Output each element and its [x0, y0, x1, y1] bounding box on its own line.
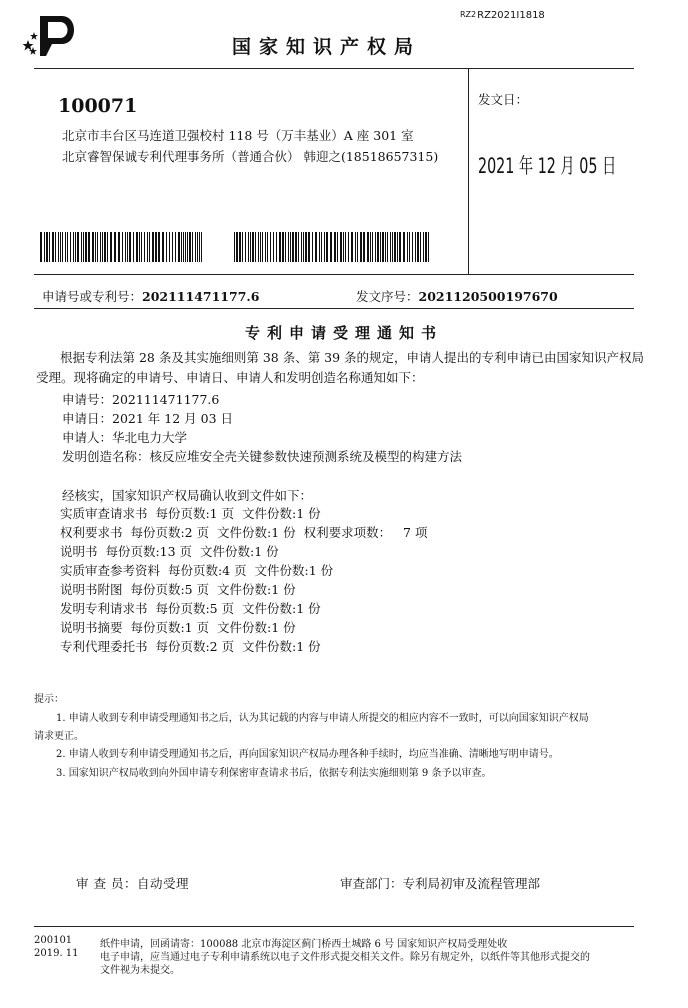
document-item: 说明书摘要 每份页数:1 页 文件份数:1 份 [60, 620, 296, 635]
barcode [40, 232, 202, 262]
barcode [234, 232, 430, 262]
sequence-number-label: 发文序号： [356, 289, 419, 304]
form-date: 2019. 11 [34, 948, 79, 959]
intro-line: 受理。现将确定的申请号、申请日、申请人和发明创造名称通知如下： [36, 370, 424, 385]
office-title: 国家知识产权局 [232, 36, 422, 58]
sequence-number: 2021120500197670 [418, 289, 558, 304]
postcode: 100071 [58, 95, 138, 117]
tips-title: 提示： [34, 694, 64, 705]
address-box-divider [468, 68, 469, 274]
footer-rule [34, 926, 634, 927]
review-department: 审查部门：专利局初审及流程管理部 [340, 876, 541, 891]
document-item: 实质审查参考资料 每份页数:4 页 文件份数:1 份 [60, 563, 334, 578]
application-number: 202111471177.6 [142, 289, 260, 304]
intro-paragraph [36, 348, 660, 388]
tip-item: 3. 国家知识产权局收到向外国申请专利保密审查请求书后，依据专利法实施细则第 9 条予以审查。 [56, 768, 492, 779]
document-item: 专利代理委托书 每份页数:2 页 文件份数:1 份 [60, 639, 321, 654]
received-intro: 经核实，国家知识产权局确认收到文件如下： [62, 488, 313, 503]
field-applicant: 申请人：华北电力大学 [62, 430, 188, 445]
recipient-address: 北京市丰台区马连道卫强校村 118 号（万丰基业）A 座 301 室 [62, 128, 414, 143]
application-number-label: 申请号或专利号： [42, 289, 143, 304]
address-box-bottom-rule [34, 274, 634, 275]
recipient-agency: 北京睿智保诚专利代理事务所（普通合伙） 韩迎之(18518657315) [62, 149, 439, 164]
document-code [460, 10, 545, 21]
document-item: 说明书 每份页数:13 页 文件份数:1 份 [60, 544, 279, 559]
send-date-label: 发文日： [478, 92, 529, 107]
document-code-value: RZ2021I1818 [477, 10, 545, 21]
tip-item: 请求更正。 [34, 731, 84, 742]
field-application-number: 申请号：202111471177.6 [62, 392, 220, 407]
send-date: 2021 年 12 月 05 日 [478, 154, 617, 178]
cnipa-logo [22, 14, 78, 58]
tip-item: 1. 申请人收到专利申请受理通知书之后，认为其记载的内容与申请人所提交的相应内容不一致时，可以向国家知识产权局 [56, 713, 589, 724]
document-item: 权利要求书 每份页数:2 页 文件份数:1 份 权利要求项数： 7 项 [60, 525, 428, 540]
footer-line: 纸件申请，回函请寄：100088 北京市海淀区蓟门桥西土城路 6 号 国家知识产权局受理处收 [100, 939, 508, 950]
numbers-rule [34, 308, 634, 309]
field-invention-title: 发明创造名称：核反应堆安全壳关键参数快速预测系统及模型的构建方法 [62, 449, 463, 464]
tip-item: 2. 申请人收到专利申请受理通知书之后，再向国家知识产权局办理各种手续时，均应当准确、清晰地写明申请号。 [56, 749, 559, 760]
footer-line: 文件视为未提交。 [100, 965, 180, 976]
document-item: 发明专利请求书 每份页数:5 页 文件份数:1 份 [60, 601, 321, 616]
intro-line: 根据专利法第 28 条及其实施细则第 38 条、第 39 条的规定，申请人提出的专利申请已由国家知识产权局 [60, 350, 645, 365]
form-code: 200101 [34, 935, 73, 946]
document-item: 说明书附图 每份页数:5 页 文件份数:1 份 [60, 582, 296, 597]
document-code-prefix: RZ2 [460, 10, 477, 19]
application-number-row [42, 287, 259, 305]
footer-line: 电子申请，应当通过电子专利申请系统以电子文件形式提交相关文件。除另有规定外，以纸件等其他形式提交的 [100, 952, 590, 963]
field-application-date: 申请日：2021 年 12 月 03 日 [62, 411, 233, 426]
sequence-number-row [356, 287, 558, 305]
header-rule [34, 68, 634, 69]
reviewer: 审 查 员：自动受理 [76, 876, 189, 891]
notice-title: 专利申请受理通知书 [244, 324, 443, 342]
document-item: 实质审查请求书 每份页数:1 页 文件份数:1 份 [60, 506, 321, 521]
